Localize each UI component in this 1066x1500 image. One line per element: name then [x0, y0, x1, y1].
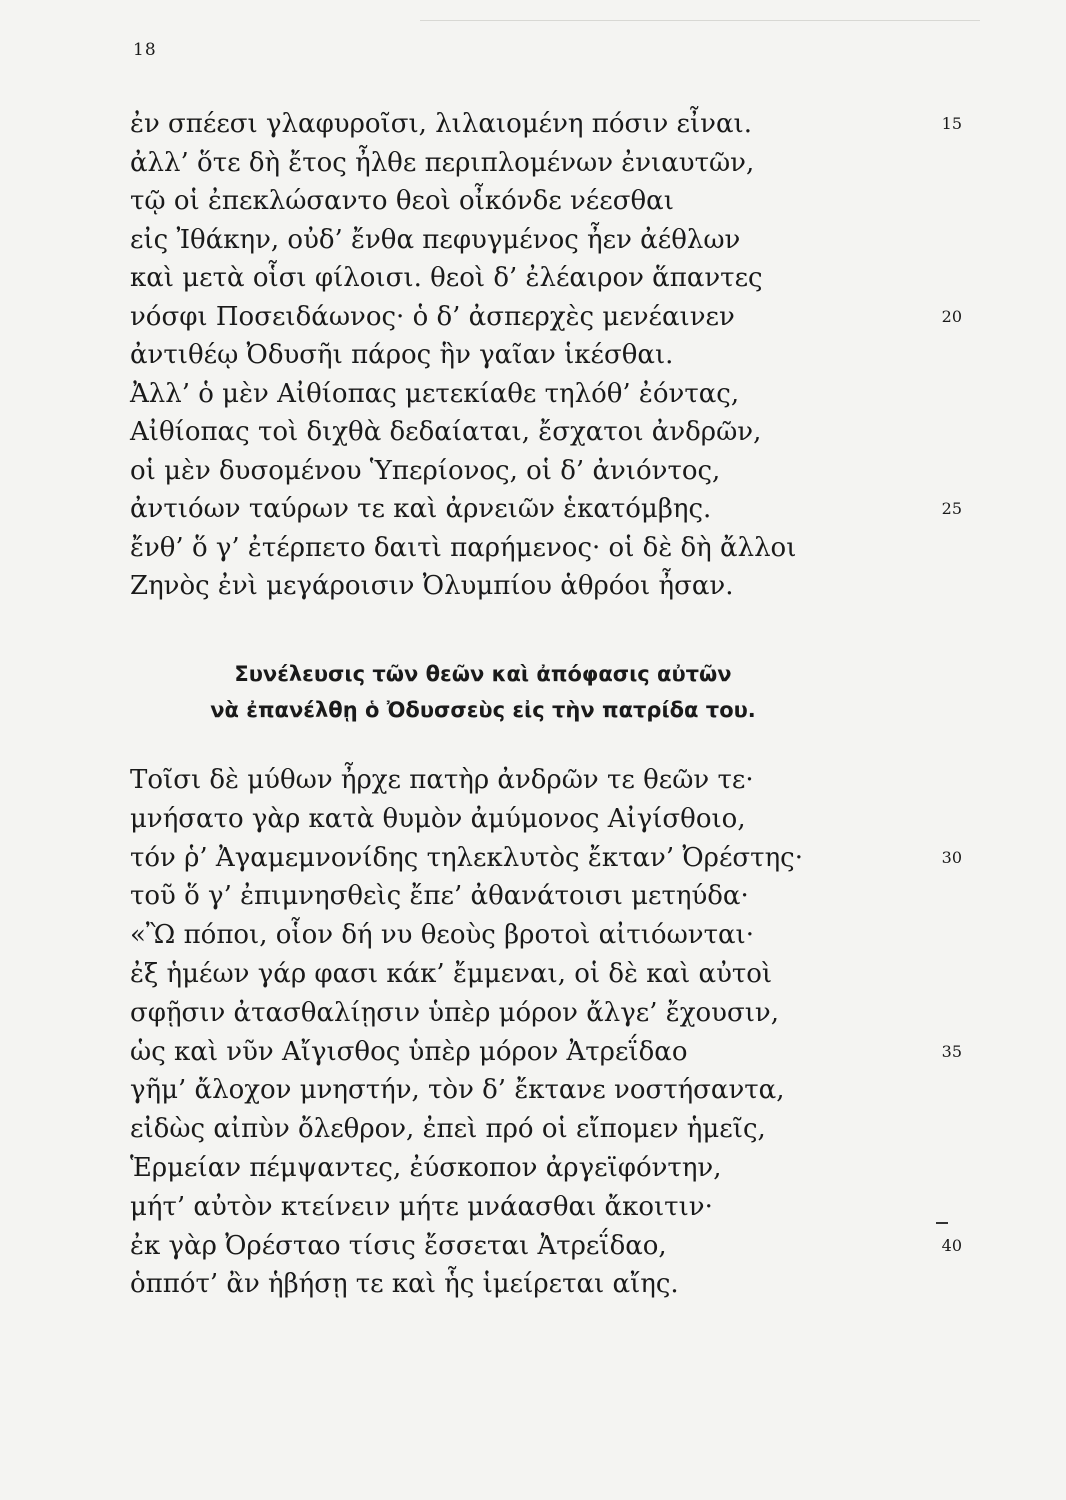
verse-line: καὶ μετὰ οἷσι φίλοισι. θεοὶ δ’ ἐλέαιρον ἅπαντες: [130, 263, 763, 293]
verse-line: ἀλλ’ ὅτε δὴ ἔτος ἦλθε περιπλομένων ἐνιαυτῶν,: [130, 147, 755, 178]
verse-line: εἰδὼς αἰπὺν ὄλεθρον, ἐπεὶ πρό οἱ εἴπομεν ἡμεῖς,: [130, 1114, 766, 1145]
line-number: 40: [941, 1235, 962, 1255]
verse-line: τόν ῥ’ Ἀγαμεμνονίδης τηλεκλυτὸς ἔκταν’ Ὀρέστης·: [130, 842, 803, 873]
verse-line: ἐκ γὰρ Ὀρέσταο τίσις ἔσσεται Ἀτρεΐδαο,: [130, 1230, 667, 1261]
verse-line: μνήσατο γὰρ κατὰ θυμὸν ἀμύμονος Αἰγίσθοιο,: [130, 803, 746, 834]
verse-line: σφῇσιν ἀτασθαλίῃσιν ὑπὲρ μόρον ἄλγε’ ἔχουσιν,: [130, 997, 779, 1028]
verse-line: Ζηνὸς ἐνὶ μεγάροισιν Ὀλυμπίου ἁθρόοι ἦσαν.: [130, 571, 734, 601]
verse-line: ἐν σπέεσι γλαφυροῖσι, λιλαιομένη πόσιν εἶναι.: [130, 109, 753, 139]
verse-line: ἀντιθέῳ Ὀδυσῆι πάρος ἣν γαῖαν ἱκέσθαι.: [130, 340, 674, 370]
line-number: 15: [941, 114, 962, 133]
verse-line: γῆμ’ ἄλοχον μνηστήν, τὸν δ’ ἔκτανε νοστήσαντα,: [130, 1075, 785, 1106]
verse-line: ἀντιόων ταύρων τε καὶ ἀρνειῶν ἑκατόμβης.: [130, 494, 712, 524]
verse-line: Ἀλλ’ ὁ μὲν Αἰθίοπας μετεκίαθε τηλόθ’ ἐόντας,: [130, 378, 740, 409]
heading-line-1: Συνέλευσις τῶν θεῶν καὶ ἀπόφασις αὐτῶν: [234, 662, 732, 686]
verse-line: οἱ μὲν δυσομένου Ὑπερίονος, οἱ δ’ ἀνιόντος,: [130, 455, 721, 486]
verse-line: «Ὢ πόποι, οἷον δή νυ θεοὺς βροτοὶ αἰτιόωνται·: [130, 920, 754, 951]
verse-line: Αἰθίοπας τοὶ διχθὰ δεδαίαται, ἔσχατοι ἀνδρῶν,: [130, 417, 762, 447]
line-number: 25: [941, 499, 962, 518]
line-number: 20: [941, 306, 962, 326]
verse-line: τῷ οἱ ἐπεκλώσαντο θεοὶ οἶκόνδε νέεσθαι: [130, 186, 674, 216]
heading-line-2: νὰ ἐπανέλθῃ ὁ Ὀδυσσεὺς εἰς τὴν πατρίδα του.: [210, 698, 756, 722]
verse-line: μήτ’ αὐτὸν κτείνειν μήτε μνάασθαι ἄκοιτιν·: [130, 1191, 713, 1222]
verse-line: ἐξ ἡμέων γάρ φασι κάκ’ ἔμμεναι, οἱ δὲ καὶ αὐτοὶ: [130, 959, 773, 989]
faint-bleed-through-border: [420, 0, 980, 21]
verse-line: ἔνθ’ ὅ γ’ ἐτέρπετο δαιτὶ παρήμενος· οἱ δὲ δὴ ἄλλοι: [130, 532, 797, 563]
verse-line: ὡς καὶ νῦν Αἴγισθος ὑπὲρ μόρον Ἀτρεΐδαο: [130, 1036, 688, 1067]
page-number: 18: [133, 40, 157, 60]
verse-line: ὁππότ’ ἂν ἡβήσῃ τε καὶ ἧς ἱμείρεται αἴης.: [130, 1269, 679, 1300]
verse-line: τοῦ ὅ γ’ ἐπιμνησθεὶς ἔπε’ ἀθανάτοισι μετηύδα·: [130, 881, 749, 912]
line-number: 30: [941, 847, 962, 867]
line-number: 35: [941, 1041, 962, 1061]
verse-line: Τοῖσι δὲ μύθων ἦρχε πατὴρ ἀνδρῶν τε θεῶν τε·: [130, 765, 754, 795]
margin-tick-mark: [936, 1222, 948, 1224]
verse-line: Ἑρμείαν πέμψαντες, ἐύσκοπον ἀργεϊφόντην,: [130, 1153, 722, 1183]
verse-line: εἰς Ἰθάκην, οὐδ’ ἔνθα πεφυγμένος ἦεν ἀέθλων: [130, 224, 741, 255]
verse-line: νόσφι Ποσειδάωνος· ὁ δ’ ἀσπερχὲς μενέαινεν: [130, 301, 735, 332]
